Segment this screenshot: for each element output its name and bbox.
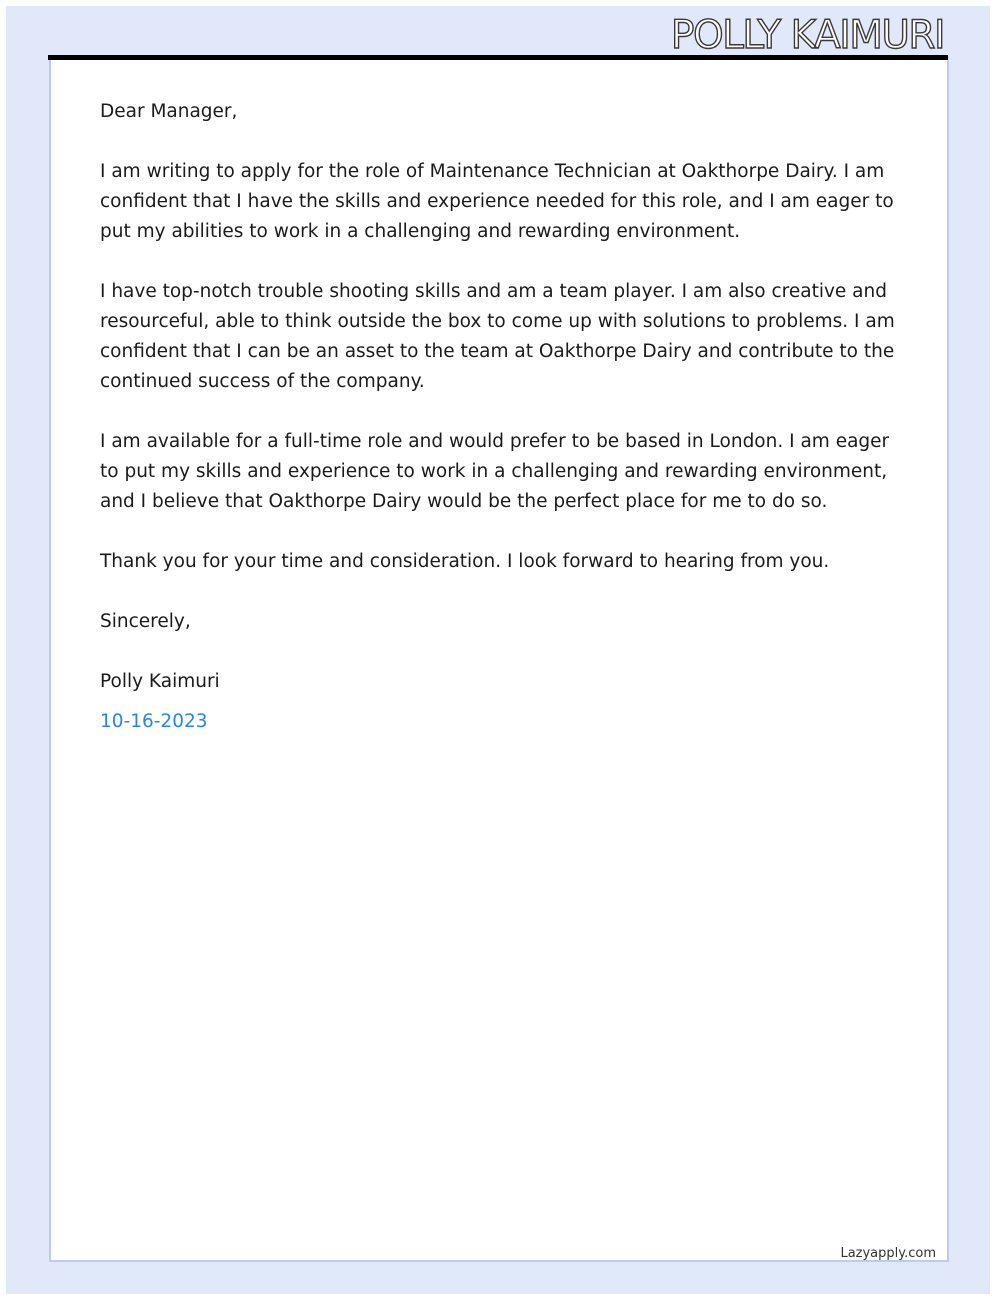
paragraph: I am available for a full-time role and would prefer to be based in London. I am eager to put my skills and experience to work in a challenging and rewarding environment, and I believe that Oakthorpe Dairy would be the perfect place for me to do so. <box>100 431 890 512</box>
applicant-name-heading: POLLY KAIMURI <box>670 13 944 58</box>
closing: Sincerely, <box>100 611 191 632</box>
letter-date: 10-16-2023 <box>100 711 208 732</box>
letter-body <box>100 97 900 767</box>
signature-name: Polly Kaimuri <box>100 671 220 692</box>
footer-credit: Lazyapply.com <box>840 1246 936 1261</box>
salutation: Dear Manager, <box>100 101 238 122</box>
paragraph: I have top-notch trouble shooting skills and am a team player. I am also creative and resourceful, able to think outside the box to come up with solutions to problems. I am confident that I can be an asset to the team at Oakthorpe Dairy and contribute to the continued success of the company. <box>100 281 895 392</box>
paragraph: Thank you for your time and consideration. I look forward to hearing from you. <box>100 551 830 572</box>
paragraph: I am writing to apply for the role of Maintenance Technician at Oakthorpe Dairy. I am confident that I have the skills and experience needed for this role, and I am eager to put my abilities to work in a challenging and rewarding environment. <box>100 161 894 242</box>
